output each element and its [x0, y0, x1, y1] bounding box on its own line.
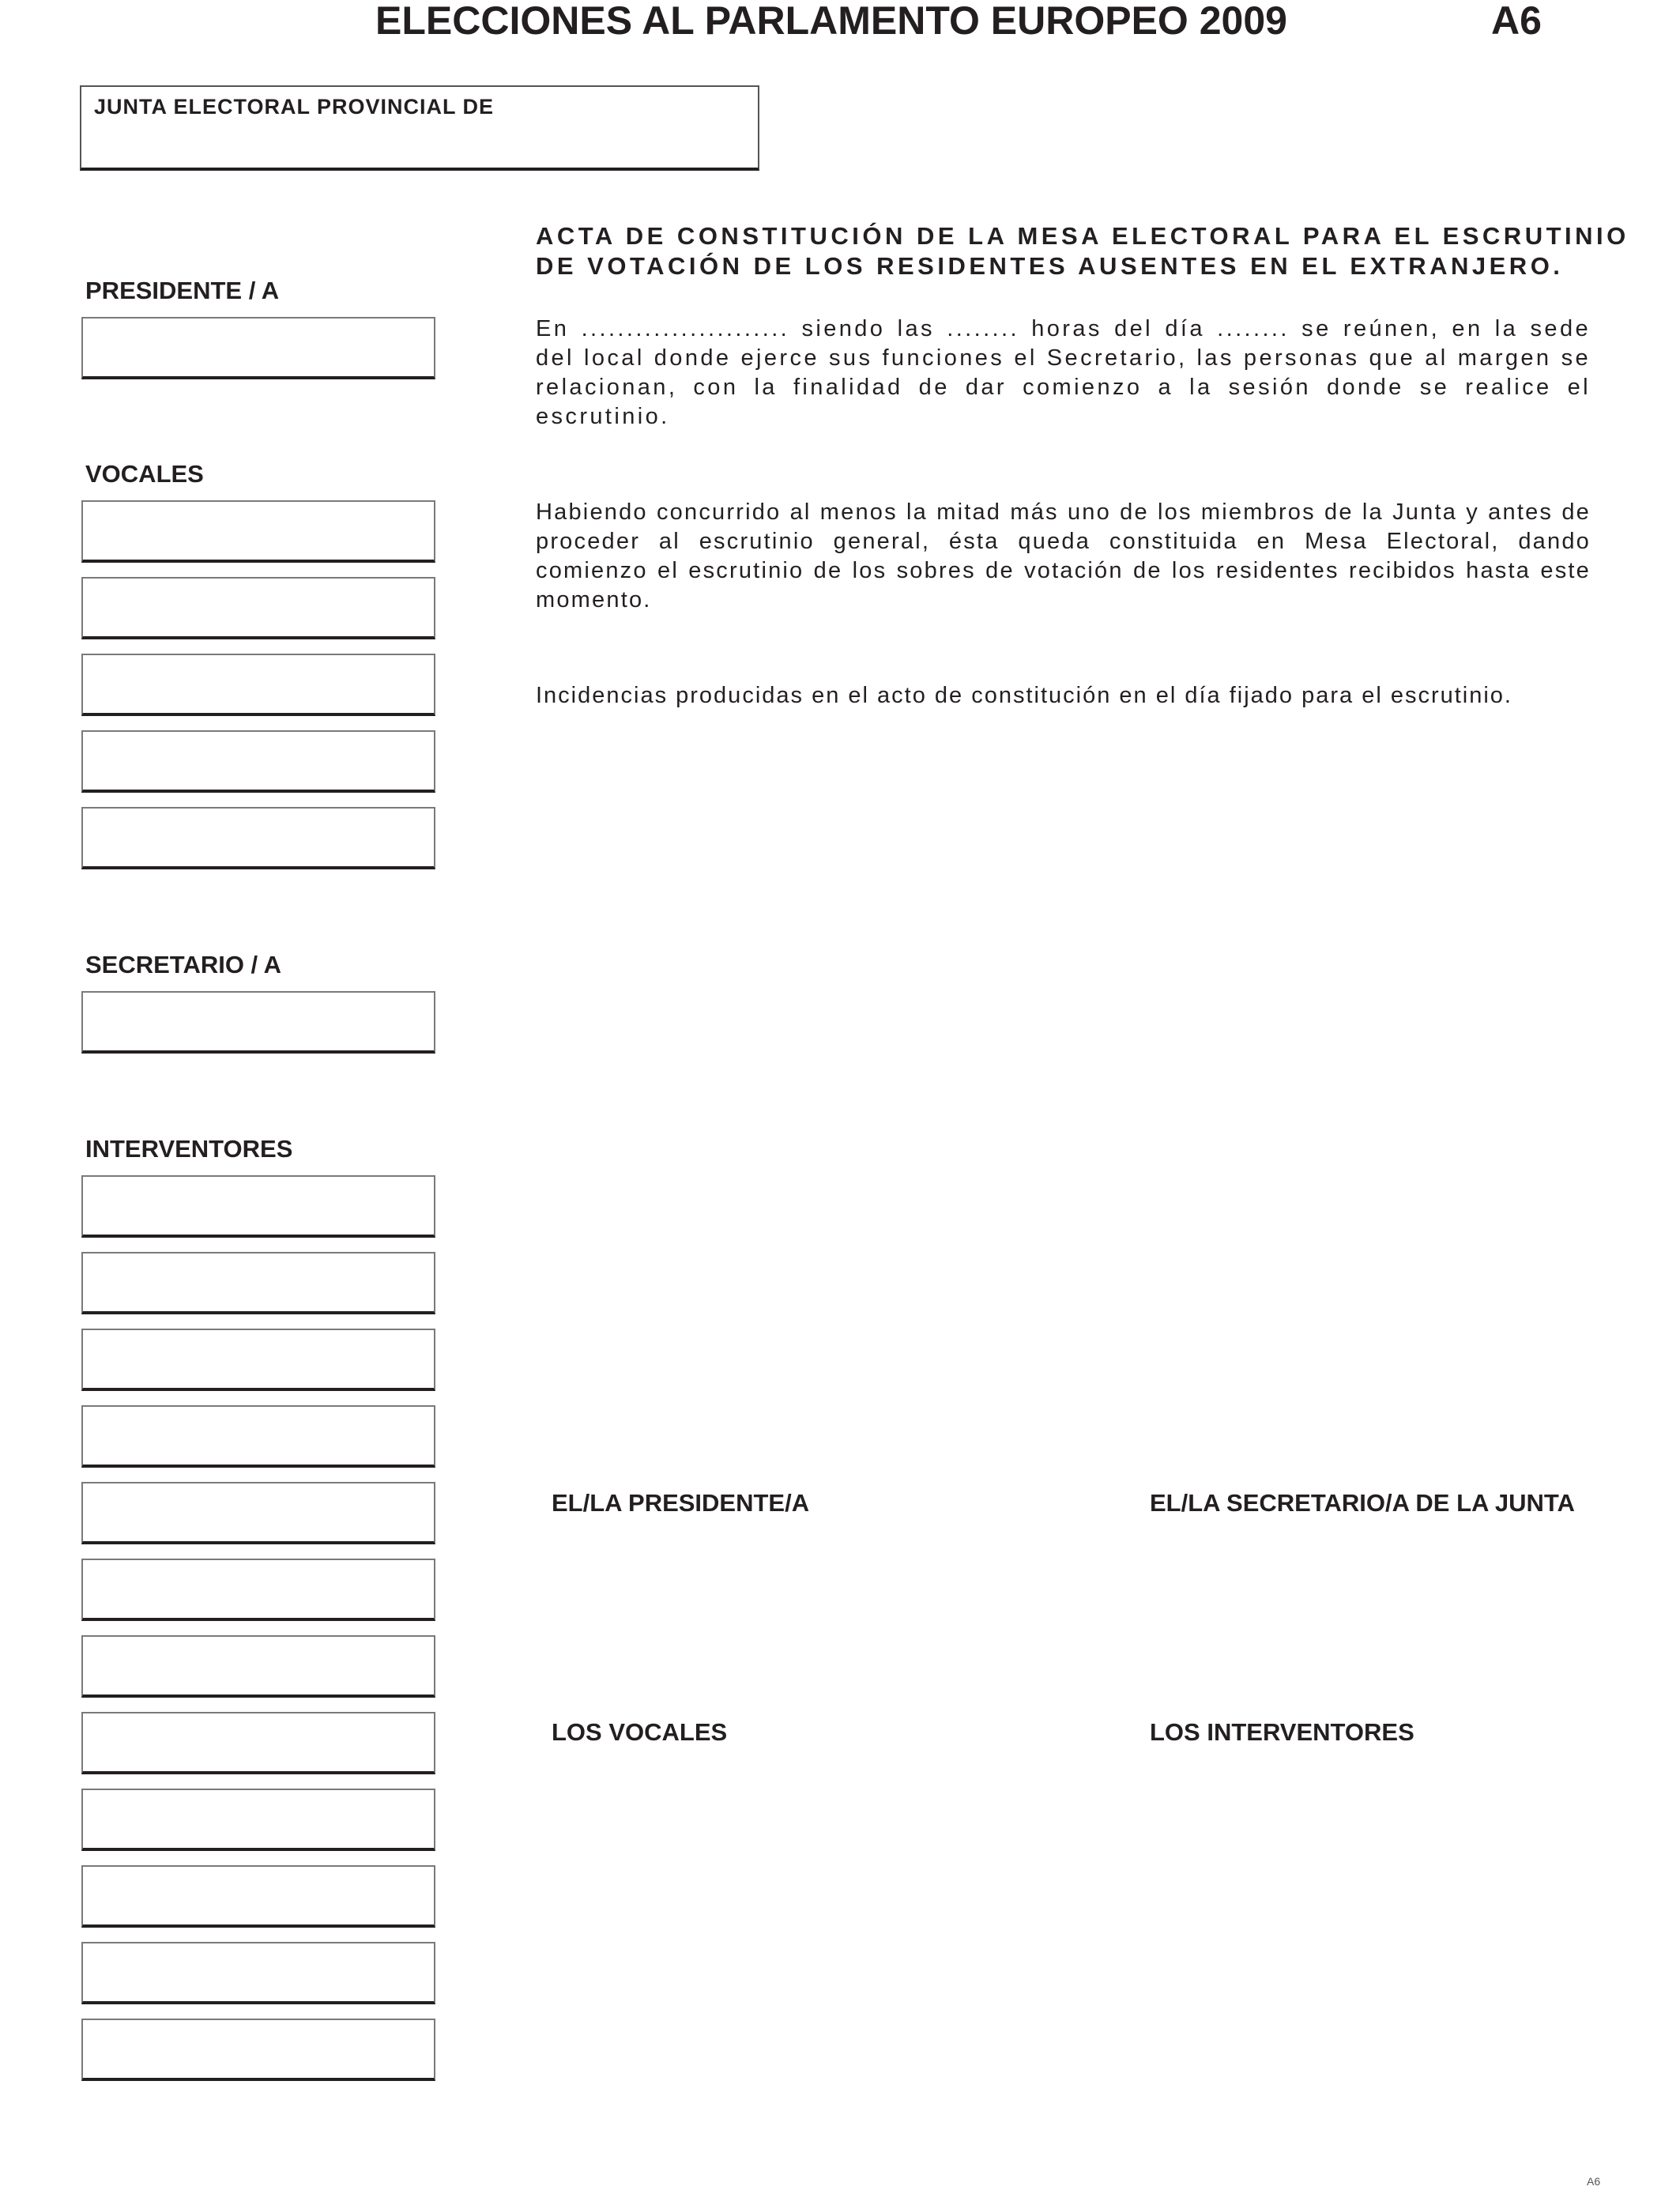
vocal-field-5[interactable] — [81, 807, 435, 869]
presidente-field[interactable] — [81, 317, 435, 379]
junta-electoral-field[interactable] — [80, 85, 759, 171]
junta-electoral-label: JUNTA ELECTORAL PROVINCIAL DE — [94, 95, 495, 119]
interventores-label: INTERVENTORES — [85, 1135, 293, 1163]
acta-paragraph-1: En ....................... siendo las ........ horas del día ........ se reúnen, en la sede del local donde ejerce sus funciones el Secretario, las personas que al margen se relacionan, con la finalidad de dar comienzo a la sesión donde se realice el escrutinio. — [536, 316, 1591, 429]
acta-paragraph-2: Habiendo concurrido al menos la mitad más uno de los miembros de la Junta y antes de proceder al escrutinio general, ésta queda constituida en Mesa Electoral, dando comienzo el escrutinio de los sobres de votación de los residentes recibidos hasta este momento. — [536, 499, 1591, 613]
presidente-label: PRESIDENTE / A — [85, 277, 280, 304]
interventor-field-1[interactable] — [81, 1175, 435, 1238]
acta-heading-line-1: ACTA DE CONSTITUCIÓN DE LA MESA ELECTORAL PARA EL ESCRUTINIO — [536, 222, 1629, 250]
secretario-field[interactable] — [81, 991, 435, 1054]
signature-presidente-label: EL/LA PRESIDENTE/A — [552, 1489, 810, 1517]
interventor-field-8[interactable] — [81, 1712, 435, 1774]
interventor-field-4[interactable] — [81, 1405, 435, 1468]
interventor-field-6[interactable] — [81, 1559, 435, 1621]
interventor-field-10[interactable] — [81, 1865, 435, 1928]
document-code: A6 — [1491, 0, 1542, 43]
signature-secretario-label: EL/LA SECRETARIO/A DE LA JUNTA — [1150, 1489, 1575, 1517]
interventor-field-12[interactable] — [81, 2019, 435, 2081]
acta-heading-line-2: DE VOTACIÓN DE LOS RESIDENTES AUSENTES EN EL EXTRANJERO. — [536, 252, 1564, 280]
acta-heading — [536, 221, 1629, 281]
interventor-field-2[interactable] — [81, 1252, 435, 1314]
vocal-field-4[interactable] — [81, 730, 435, 793]
interventor-field-3[interactable] — [81, 1329, 435, 1391]
interventor-field-9[interactable] — [81, 1789, 435, 1851]
interventor-field-5[interactable] — [81, 1482, 435, 1544]
secretario-label: SECRETARIO / A — [85, 951, 282, 978]
vocal-field-2[interactable] — [81, 577, 435, 639]
vocal-field-3[interactable] — [81, 654, 435, 716]
vocales-label: VOCALES — [85, 460, 204, 488]
interventor-field-11[interactable] — [81, 1942, 435, 2004]
signature-vocales-label: LOS VOCALES — [552, 1718, 728, 1746]
interventor-field-7[interactable] — [81, 1635, 435, 1698]
page-code-footer: A6 — [1587, 2175, 1601, 2188]
signature-interventores-label: LOS INTERVENTORES — [1150, 1718, 1414, 1746]
vocal-field-1[interactable] — [81, 500, 435, 563]
document-title: ELECCIONES AL PARLAMENTO EUROPEO 2009 — [375, 0, 1287, 43]
incidencias-paragraph: Incidencias producidas en el acto de constitución en el día fijado para el escrutinio. — [536, 683, 1512, 708]
